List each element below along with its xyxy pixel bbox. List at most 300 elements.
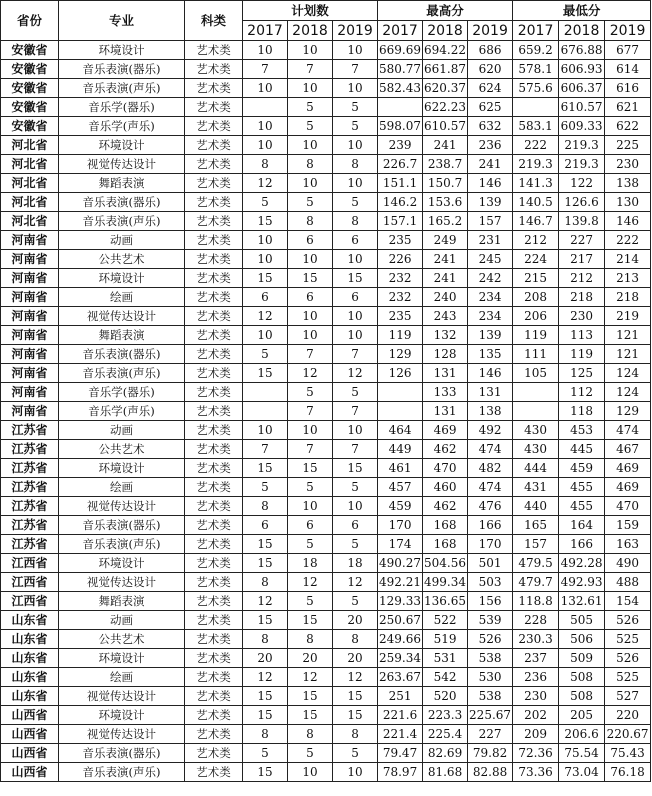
- cell-min-score: 621: [605, 98, 651, 117]
- cell-major: 音乐表演(器乐): [59, 60, 185, 79]
- cell-max-score: [378, 383, 423, 402]
- cell-category: 艺术类: [185, 250, 243, 269]
- cell-max-score: 504.56: [423, 554, 468, 573]
- cell-max-score: 474: [468, 440, 513, 459]
- cell-plan: 20: [333, 649, 378, 668]
- cell-major: 音乐表演(声乐): [59, 535, 185, 554]
- cell-min-score: 219.3: [559, 155, 605, 174]
- header-max-year: 2017: [378, 21, 423, 41]
- cell-major: 动画: [59, 421, 185, 440]
- table-row: [1, 212, 651, 231]
- cell-plan: 12: [243, 592, 288, 611]
- cell-province: 河南省: [1, 231, 59, 250]
- cell-min-score: 217: [559, 250, 605, 269]
- cell-max-score: 165.2: [423, 212, 468, 231]
- cell-min-score: 230: [605, 155, 651, 174]
- cell-category: 艺术类: [185, 231, 243, 250]
- cell-province: 河南省: [1, 345, 59, 364]
- cell-category: 艺术类: [185, 288, 243, 307]
- cell-max-score: [378, 98, 423, 117]
- cell-plan: 6: [288, 516, 333, 535]
- cell-province: 安徽省: [1, 60, 59, 79]
- cell-min-score: [513, 402, 559, 421]
- cell-max-score: 241: [468, 155, 513, 174]
- cell-min-score: 430: [513, 440, 559, 459]
- cell-max-score: 79.82: [468, 744, 513, 763]
- cell-major: 公共艺术: [59, 440, 185, 459]
- cell-plan: 5: [333, 478, 378, 497]
- cell-min-score: 220.67: [605, 725, 651, 744]
- cell-max-score: 492: [468, 421, 513, 440]
- cell-plan: 5: [333, 98, 378, 117]
- header-plan-year: 2017: [243, 21, 288, 41]
- cell-min-score: 444: [513, 459, 559, 478]
- cell-min-score: 225: [605, 136, 651, 155]
- cell-category: 艺术类: [185, 364, 243, 383]
- cell-plan: 10: [243, 117, 288, 136]
- cell-min-score: 213: [605, 269, 651, 288]
- cell-province: 河南省: [1, 364, 59, 383]
- cell-major: 音乐表演(器乐): [59, 193, 185, 212]
- cell-max-score: 503: [468, 573, 513, 592]
- cell-plan: 8: [288, 630, 333, 649]
- cell-plan: 12: [288, 668, 333, 687]
- cell-plan: 10: [243, 136, 288, 155]
- table-row: [1, 79, 651, 98]
- cell-min-score: 220: [605, 706, 651, 725]
- cell-province: 山东省: [1, 668, 59, 687]
- cell-province: 江苏省: [1, 478, 59, 497]
- cell-min-score: 130: [605, 193, 651, 212]
- cell-min-score: 132.61: [559, 592, 605, 611]
- cell-plan: 6: [243, 516, 288, 535]
- cell-major: 音乐表演(器乐): [59, 516, 185, 535]
- table-row: [1, 364, 651, 383]
- cell-max-score: 474: [468, 478, 513, 497]
- cell-plan: 8: [243, 725, 288, 744]
- table-row: [1, 459, 651, 478]
- cell-max-score: 542: [423, 668, 468, 687]
- cell-category: 艺术类: [185, 725, 243, 744]
- cell-major: 音乐表演(器乐): [59, 744, 185, 763]
- cell-min-score: 440: [513, 497, 559, 516]
- cell-max-score: 238.7: [423, 155, 468, 174]
- cell-plan: 7: [333, 402, 378, 421]
- cell-plan: 5: [333, 383, 378, 402]
- cell-plan: 20: [243, 649, 288, 668]
- cell-province: 河北省: [1, 193, 59, 212]
- cell-max-score: 139: [468, 326, 513, 345]
- cell-max-score: 580.77: [378, 60, 423, 79]
- cell-max-score: 82.88: [468, 763, 513, 782]
- cell-min-score: 118: [559, 402, 605, 421]
- cell-min-score: 121: [605, 345, 651, 364]
- cell-category: 艺术类: [185, 478, 243, 497]
- cell-major: 视觉传达设计: [59, 725, 185, 744]
- cell-min-score: 154: [605, 592, 651, 611]
- cell-province: 山西省: [1, 725, 59, 744]
- cell-max-score: 241: [423, 136, 468, 155]
- cell-max-score: 168: [423, 535, 468, 554]
- cell-min-score: 219.3: [513, 155, 559, 174]
- table-row: [1, 60, 651, 79]
- cell-plan: 5: [288, 98, 333, 117]
- header-max-year: 2019: [468, 21, 513, 41]
- cell-min-score: 431: [513, 478, 559, 497]
- table-row: [1, 687, 651, 706]
- cell-min-score: 230.3: [513, 630, 559, 649]
- table-row: [1, 402, 651, 421]
- cell-max-score: 132: [423, 326, 468, 345]
- cell-plan: 5: [243, 193, 288, 212]
- cell-plan: 15: [333, 459, 378, 478]
- cell-plan: 12: [288, 573, 333, 592]
- table-row: [1, 497, 651, 516]
- cell-max-score: 538: [468, 649, 513, 668]
- cell-plan: 8: [243, 630, 288, 649]
- cell-plan: 12: [243, 668, 288, 687]
- cell-plan: 20: [288, 649, 333, 668]
- cell-major: 环境设计: [59, 459, 185, 478]
- cell-plan: 10: [333, 136, 378, 155]
- cell-plan: 8: [333, 212, 378, 231]
- cell-plan: 12: [243, 307, 288, 326]
- cell-province: 江西省: [1, 554, 59, 573]
- cell-max-score: 226: [378, 250, 423, 269]
- cell-max-score: 492.21: [378, 573, 423, 592]
- cell-min-score: 219.3: [559, 136, 605, 155]
- header-min-year: 2017: [513, 21, 559, 41]
- cell-plan: 7: [243, 60, 288, 79]
- cell-major: 绘画: [59, 478, 185, 497]
- cell-min-score: 119: [559, 345, 605, 364]
- cell-plan: 15: [243, 459, 288, 478]
- cell-min-score: 505: [559, 611, 605, 630]
- table-row: [1, 592, 651, 611]
- cell-max-score: 157.1: [378, 212, 423, 231]
- cell-category: 艺术类: [185, 440, 243, 459]
- cell-major: 视觉传达设计: [59, 155, 185, 174]
- cell-plan: 20: [333, 611, 378, 630]
- cell-category: 艺术类: [185, 79, 243, 98]
- cell-max-score: 146: [468, 364, 513, 383]
- cell-plan: 10: [288, 174, 333, 193]
- cell-province: 江西省: [1, 573, 59, 592]
- cell-major: 视觉传达设计: [59, 497, 185, 516]
- cell-plan: 10: [288, 497, 333, 516]
- cell-plan: 5: [288, 117, 333, 136]
- cell-category: 艺术类: [185, 345, 243, 364]
- cell-plan: 10: [243, 421, 288, 440]
- cell-max-score: 166: [468, 516, 513, 535]
- table-row: [1, 193, 651, 212]
- header-province: 省份: [1, 1, 59, 41]
- cell-max-score: 157: [468, 212, 513, 231]
- table-row: [1, 554, 651, 573]
- cell-max-score: 625: [468, 98, 513, 117]
- cell-max-score: 232: [378, 288, 423, 307]
- cell-min-score: 492.28: [559, 554, 605, 573]
- cell-plan: 15: [243, 554, 288, 573]
- cell-max-score: 131: [423, 364, 468, 383]
- cell-max-score: 251: [378, 687, 423, 706]
- table-row: [1, 630, 651, 649]
- cell-min-score: 659.2: [513, 41, 559, 60]
- table-row: [1, 117, 651, 136]
- cell-max-score: 476: [468, 497, 513, 516]
- cell-province: 江苏省: [1, 421, 59, 440]
- cell-max-score: 174: [378, 535, 423, 554]
- cell-min-score: 73.36: [513, 763, 559, 782]
- table-row: [1, 288, 651, 307]
- cell-min-score: 459: [559, 459, 605, 478]
- cell-category: 艺术类: [185, 98, 243, 117]
- table-row: [1, 307, 651, 326]
- cell-major: 视觉传达设计: [59, 687, 185, 706]
- cell-max-score: 151.1: [378, 174, 423, 193]
- cell-plan: 5: [243, 744, 288, 763]
- cell-category: 艺术类: [185, 402, 243, 421]
- cell-category: 艺术类: [185, 630, 243, 649]
- cell-major: 绘画: [59, 288, 185, 307]
- cell-min-score: 206.6: [559, 725, 605, 744]
- cell-min-score: 525: [605, 630, 651, 649]
- cell-max-score: 170: [468, 535, 513, 554]
- cell-min-score: 140.5: [513, 193, 559, 212]
- cell-category: 艺术类: [185, 459, 243, 478]
- cell-plan: 5: [288, 592, 333, 611]
- cell-province: 河南省: [1, 383, 59, 402]
- cell-min-score: 614: [605, 60, 651, 79]
- cell-plan: 10: [288, 250, 333, 269]
- cell-min-score: 455: [559, 478, 605, 497]
- cell-max-score: 234: [468, 307, 513, 326]
- cell-min-score: 228: [513, 611, 559, 630]
- cell-min-score: 105: [513, 364, 559, 383]
- cell-min-score: 126.6: [559, 193, 605, 212]
- table-row: [1, 668, 651, 687]
- cell-min-score: 575.6: [513, 79, 559, 98]
- cell-max-score: 170: [378, 516, 423, 535]
- cell-province: 江苏省: [1, 497, 59, 516]
- cell-max-score: 235: [378, 307, 423, 326]
- cell-province: 河南省: [1, 307, 59, 326]
- cell-max-score: 156: [468, 592, 513, 611]
- cell-min-score: 676.88: [559, 41, 605, 60]
- table-row: [1, 98, 651, 117]
- cell-category: 艺术类: [185, 516, 243, 535]
- cell-max-score: 81.68: [423, 763, 468, 782]
- cell-province: 山东省: [1, 611, 59, 630]
- cell-plan: 10: [243, 41, 288, 60]
- cell-plan: [243, 402, 288, 421]
- cell-max-score: 153.6: [423, 193, 468, 212]
- cell-province: 河南省: [1, 269, 59, 288]
- cell-min-score: 75.54: [559, 744, 605, 763]
- cell-max-score: 232: [378, 269, 423, 288]
- cell-max-score: 225.4: [423, 725, 468, 744]
- cell-plan: 15: [243, 212, 288, 231]
- cell-max-score: 490.27: [378, 554, 423, 573]
- cell-min-score: 138: [605, 174, 651, 193]
- cell-min-score: 509: [559, 649, 605, 668]
- cell-min-score: 159: [605, 516, 651, 535]
- cell-province: 山东省: [1, 630, 59, 649]
- cell-max-score: 226.7: [378, 155, 423, 174]
- cell-max-score: 694.22: [423, 41, 468, 60]
- cell-max-score: 129.33: [378, 592, 423, 611]
- cell-plan: 10: [288, 421, 333, 440]
- table-row: [1, 611, 651, 630]
- cell-min-score: 527: [605, 687, 651, 706]
- cell-plan: 8: [243, 155, 288, 174]
- cell-min-score: 112: [559, 383, 605, 402]
- cell-min-score: 677: [605, 41, 651, 60]
- cell-min-score: 430: [513, 421, 559, 440]
- cell-plan: 5: [288, 535, 333, 554]
- cell-province: 山东省: [1, 687, 59, 706]
- cell-max-score: 168: [423, 516, 468, 535]
- cell-province: 江苏省: [1, 516, 59, 535]
- cell-province: 河南省: [1, 326, 59, 345]
- cell-min-score: 163: [605, 535, 651, 554]
- cell-max-score: 620: [468, 60, 513, 79]
- cell-min-score: 506: [559, 630, 605, 649]
- cell-plan: 15: [333, 269, 378, 288]
- cell-plan: 10: [288, 326, 333, 345]
- cell-category: 艺术类: [185, 573, 243, 592]
- cell-min-score: 236: [513, 668, 559, 687]
- cell-max-score: 464: [378, 421, 423, 440]
- cell-max-score: 231: [468, 231, 513, 250]
- header-major: 专业: [59, 1, 185, 41]
- cell-max-score: 221.4: [378, 725, 423, 744]
- cell-max-score: [378, 402, 423, 421]
- cell-plan: 10: [333, 326, 378, 345]
- cell-major: 视觉传达设计: [59, 573, 185, 592]
- cell-plan: 10: [243, 326, 288, 345]
- cell-major: 音乐表演(器乐): [59, 345, 185, 364]
- cell-max-score: 582.43: [378, 79, 423, 98]
- cell-min-score: 230: [559, 307, 605, 326]
- cell-max-score: 449: [378, 440, 423, 459]
- cell-max-score: 128: [423, 345, 468, 364]
- header-plan: 计划数: [243, 1, 378, 21]
- cell-min-score: 469: [605, 459, 651, 478]
- cell-major: 音乐表演(声乐): [59, 364, 185, 383]
- cell-max-score: 539: [468, 611, 513, 630]
- cell-plan: 7: [333, 345, 378, 364]
- cell-plan: 10: [333, 421, 378, 440]
- cell-max-score: 240: [423, 288, 468, 307]
- cell-province: 河北省: [1, 174, 59, 193]
- cell-min-score: 227: [559, 231, 605, 250]
- header-max-year: 2018: [423, 21, 468, 41]
- header-plan-year: 2018: [288, 21, 333, 41]
- cell-major: 公共艺术: [59, 250, 185, 269]
- cell-min-score: 73.04: [559, 763, 605, 782]
- table-row: [1, 744, 651, 763]
- cell-major: 环境设计: [59, 269, 185, 288]
- cell-min-score: 508: [559, 668, 605, 687]
- cell-category: 艺术类: [185, 307, 243, 326]
- cell-plan: 15: [288, 459, 333, 478]
- cell-plan: 15: [243, 687, 288, 706]
- cell-category: 艺术类: [185, 497, 243, 516]
- cell-min-score: 129: [605, 402, 651, 421]
- cell-plan: 7: [288, 60, 333, 79]
- header-plan-year: 2019: [333, 21, 378, 41]
- cell-major: 舞蹈表演: [59, 592, 185, 611]
- cell-major: 音乐表演(声乐): [59, 763, 185, 782]
- cell-plan: 8: [333, 725, 378, 744]
- cell-max-score: 242: [468, 269, 513, 288]
- table-row: [1, 573, 651, 592]
- cell-max-score: 119: [378, 326, 423, 345]
- cell-province: 山西省: [1, 706, 59, 725]
- header-max-score: 最高分: [378, 1, 513, 21]
- cell-min-score: 606.93: [559, 60, 605, 79]
- cell-major: 音乐学(器乐): [59, 383, 185, 402]
- cell-min-score: 212: [559, 269, 605, 288]
- cell-min-score: 119: [513, 326, 559, 345]
- cell-plan: 5: [288, 193, 333, 212]
- cell-plan: 15: [288, 269, 333, 288]
- cell-max-score: 538: [468, 687, 513, 706]
- cell-min-score: 122: [559, 174, 605, 193]
- cell-plan: 12: [333, 668, 378, 687]
- cell-max-score: 131: [423, 402, 468, 421]
- cell-category: 艺术类: [185, 668, 243, 687]
- cell-major: 公共艺术: [59, 630, 185, 649]
- cell-plan: 12: [288, 364, 333, 383]
- table-row: [1, 155, 651, 174]
- cell-min-score: 526: [605, 649, 651, 668]
- cell-max-score: 661.87: [423, 60, 468, 79]
- table-row: [1, 478, 651, 497]
- cell-plan: 7: [288, 345, 333, 364]
- cell-province: 山西省: [1, 744, 59, 763]
- cell-max-score: 522: [423, 611, 468, 630]
- cell-max-score: 462: [423, 497, 468, 516]
- cell-plan: 5: [288, 478, 333, 497]
- cell-plan: 8: [288, 212, 333, 231]
- cell-plan: 8: [288, 155, 333, 174]
- cell-min-score: 209: [513, 725, 559, 744]
- cell-plan: 6: [333, 288, 378, 307]
- cell-major: 音乐表演(声乐): [59, 79, 185, 98]
- cell-major: 音乐学(器乐): [59, 98, 185, 117]
- cell-category: 艺术类: [185, 60, 243, 79]
- cell-plan: 5: [333, 744, 378, 763]
- cell-plan: 10: [288, 41, 333, 60]
- cell-max-score: 82.69: [423, 744, 468, 763]
- cell-max-score: 223.3: [423, 706, 468, 725]
- cell-major: 绘画: [59, 668, 185, 687]
- cell-plan: 5: [288, 383, 333, 402]
- cell-min-score: 525: [605, 668, 651, 687]
- cell-plan: 10: [333, 79, 378, 98]
- cell-plan: 8: [333, 155, 378, 174]
- cell-max-score: 519: [423, 630, 468, 649]
- cell-max-score: 459: [378, 497, 423, 516]
- cell-max-score: 78.97: [378, 763, 423, 782]
- cell-plan: [243, 98, 288, 117]
- cell-max-score: 136.65: [423, 592, 468, 611]
- cell-min-score: 72.36: [513, 744, 559, 763]
- cell-category: 艺术类: [185, 649, 243, 668]
- cell-max-score: 250.67: [378, 611, 423, 630]
